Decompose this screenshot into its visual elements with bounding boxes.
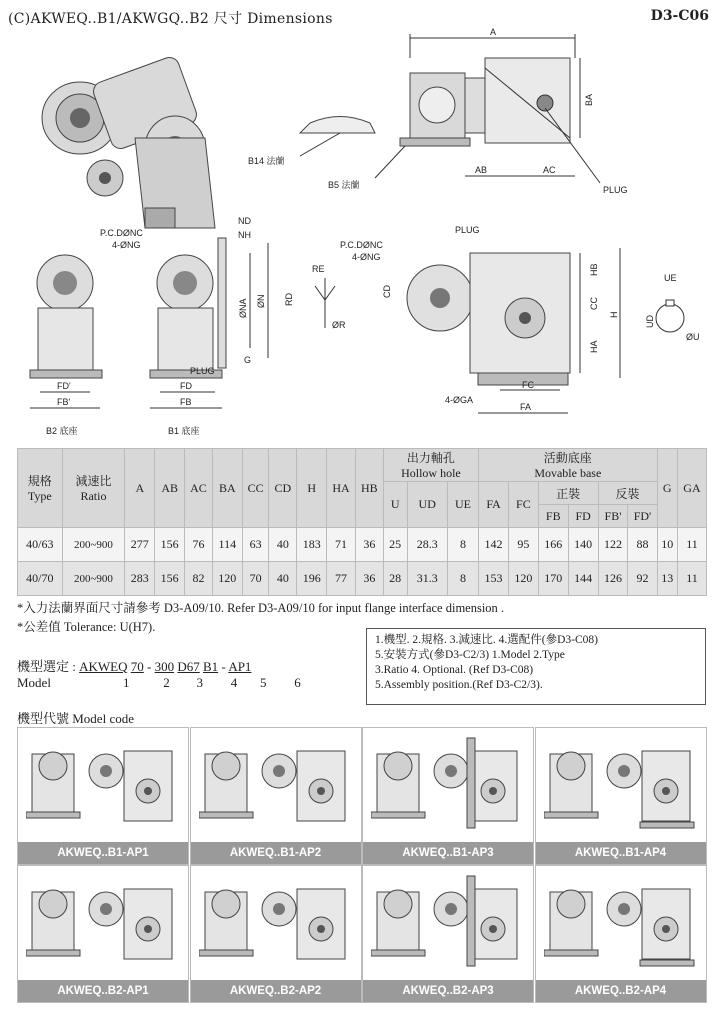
key-detail-drawing [284, 264, 346, 330]
label-hb: HB [589, 263, 599, 276]
label-fa: FA [520, 402, 532, 412]
sel-part-optional: D67 [177, 659, 200, 674]
label-ng-right: 4-ØNG [352, 252, 381, 262]
label-h: H [609, 311, 619, 318]
sel-part-type: 70 [130, 659, 144, 674]
model-gearbox-illustration [26, 736, 182, 840]
table-cell: 142 [479, 528, 509, 562]
model-code-label: AKWEQ..B2-AP1 [18, 980, 188, 1002]
label-ha: HA [589, 340, 599, 353]
col-ba: BA [212, 449, 242, 528]
label-n: ØN [256, 294, 266, 308]
model-code-label: AKWEQ..B1-AP3 [363, 842, 533, 864]
dimension-table [17, 448, 707, 596]
label-rd: RD [284, 293, 294, 306]
label-nd: ND [238, 216, 251, 226]
label-ac: AC [543, 165, 556, 175]
table-cell: 200~900 [62, 562, 125, 596]
table-cell: 92 [628, 562, 657, 596]
col-reverse-mount: 反裝 [598, 482, 657, 505]
table-cell: 11 [677, 562, 706, 596]
table-cell: 77 [327, 562, 356, 596]
label-plug-main: PLUG [455, 225, 480, 235]
table-body [18, 528, 707, 596]
table-cell: 170 [538, 562, 568, 596]
table-cell: 40/63 [18, 528, 63, 562]
side-view-b2 [30, 255, 102, 436]
model-gearbox-illustration [371, 736, 527, 840]
col-fa: FA [479, 482, 509, 528]
table-cell: 76 [185, 528, 213, 562]
table-cell: 120 [212, 562, 242, 596]
sel-pos-6: 6 [294, 675, 301, 690]
table-cell: 8 [447, 562, 478, 596]
table-cell: 70 [242, 562, 269, 596]
label-b1-base: B1 底座 [168, 426, 200, 436]
table-cell: 183 [297, 528, 327, 562]
note-tolerance: *公差值 Tolerance: U(H7). [17, 620, 156, 634]
label-b5: B5 法蘭 [328, 180, 360, 190]
front-view-drawing [248, 28, 628, 195]
model-code-item [190, 865, 362, 1003]
hollow-hole-detail [645, 273, 700, 342]
label-cd: CD [382, 285, 392, 298]
col-ue: UE [447, 482, 478, 528]
table-cell: 71 [327, 528, 356, 562]
gearbox-3d-render [42, 55, 215, 228]
table-cell: 88 [628, 528, 657, 562]
label-ab: AB [475, 165, 488, 175]
legend-line-3: 3.Ratio 4. Optional. (Ref D3-C08) [375, 664, 534, 676]
table-cell: 63 [242, 528, 269, 562]
model-gearbox-illustration [544, 736, 700, 840]
col-fb-prime: FB' [598, 505, 628, 528]
label-a: A [490, 28, 497, 37]
label-fb-prime: FB' [57, 397, 71, 407]
table-cell: 126 [598, 562, 628, 596]
model-gearbox-illustration [199, 874, 355, 978]
model-code-item [535, 865, 707, 1003]
model-code-item [535, 727, 707, 865]
model-code-label: AKWEQ..B2-AP3 [363, 980, 533, 1002]
label-ud: UD [645, 315, 655, 328]
label-fc: FC [522, 380, 534, 390]
legend-line-1: 1.機型. 2.規格. 3.減速比. 4.選配件(參D3-C08) [375, 634, 598, 646]
legend-line-2: 5.安裝方式(參D3-C2/3) 1.Model 2.Type [375, 649, 565, 661]
model-code-label: AKWEQ..B2-AP4 [536, 980, 706, 1002]
label-b2-base: B2 底座 [46, 426, 78, 436]
col-h: H [297, 449, 327, 528]
col-ratio: 減速比 Ratio [62, 449, 125, 528]
table-cell: 120 [508, 562, 538, 596]
model-code-label: AKWEQ..B1-AP4 [536, 842, 706, 864]
dimension-drawings [0, 28, 721, 448]
table-cell: 200~900 [62, 528, 125, 562]
model-gearbox-illustration [199, 736, 355, 840]
col-type: 規格 Type [18, 449, 63, 528]
col-fd: FD [568, 505, 598, 528]
model-code-title: 機型代號 Model code [17, 711, 134, 726]
label-r: ØR [332, 320, 346, 330]
table-cell: 156 [155, 528, 185, 562]
col-ud: UD [407, 482, 447, 528]
model-code-item [17, 727, 189, 865]
col-fc: FC [508, 482, 538, 528]
model-gearbox-illustration [371, 874, 527, 978]
model-code-item [190, 727, 362, 865]
table-cell: 156 [155, 562, 185, 596]
table-cell: 277 [125, 528, 155, 562]
table-cell: 144 [568, 562, 598, 596]
sel-pos-1: 1 [123, 675, 130, 690]
col-ac: AC [185, 449, 213, 528]
table-cell: 153 [479, 562, 509, 596]
table-cell: 196 [297, 562, 327, 596]
page-code: D3-C06 [650, 8, 709, 24]
col-cd: CD [269, 449, 297, 528]
table-cell: 36 [355, 562, 383, 596]
col-a: A [125, 449, 155, 528]
table-cell: 82 [185, 562, 213, 596]
main-front-view [340, 225, 620, 413]
col-movable-base: 活動底座 Movable base [479, 449, 657, 482]
side-view-b1 [100, 216, 268, 436]
table-cell: 95 [508, 528, 538, 562]
label-re: RE [312, 264, 325, 274]
sel-part-position: AP1 [228, 659, 252, 674]
note-input-flange: *入力法蘭界面尺寸請參考 D3-A09/10. Refer D3-A09/10 for input flange interface dimension . [17, 601, 505, 615]
col-ab: AB [155, 449, 185, 528]
table-cell: 13 [657, 562, 677, 596]
sel-pos-3: 3 [196, 675, 203, 690]
model-code-label: AKWEQ..B1-AP2 [191, 842, 361, 864]
table-cell: 122 [598, 528, 628, 562]
model-code-item [362, 865, 534, 1003]
col-fd-prime: FD' [628, 505, 657, 528]
label-plug-side: PLUG [190, 366, 215, 376]
table-cell: 36 [355, 528, 383, 562]
label-b14: B14 法蘭 [248, 156, 285, 166]
selection-label-cn: 機型選定 : [17, 659, 76, 674]
sel-dash-1: - [147, 659, 152, 674]
model-code-label: AKWEQ..B1-AP1 [18, 842, 188, 864]
sel-dash-2: - [221, 659, 226, 674]
col-ha: HA [327, 449, 356, 528]
table-cell: 40/70 [18, 562, 63, 596]
col-g: G [657, 449, 677, 528]
label-pcd-nc-left: P.C.DØNC [100, 228, 143, 238]
label-ue: UE [664, 273, 677, 283]
label-fb: FB [180, 397, 192, 407]
table-cell: 10 [657, 528, 677, 562]
model-code-item [362, 727, 534, 865]
label-u: ØU [686, 332, 700, 342]
table-cell: 8 [447, 528, 478, 562]
col-front-mount: 正裝 [538, 482, 598, 505]
col-fb: FB [538, 505, 568, 528]
label-ga: 4-ØGA [445, 395, 474, 405]
selection-label-en: Model [17, 675, 51, 690]
sel-pos-5: 5 [260, 675, 267, 690]
table-cell: 28 [383, 562, 407, 596]
sel-part-base: B1 [203, 659, 219, 674]
table-cell: 40 [269, 528, 297, 562]
model-gearbox-illustration [544, 874, 700, 978]
table-cell: 166 [538, 528, 568, 562]
table-cell: 283 [125, 562, 155, 596]
label-nh: NH [238, 230, 251, 240]
label-fd-prime: FD' [57, 381, 71, 391]
label-fd: FD [180, 381, 192, 391]
model-code-grid [17, 727, 707, 1003]
label-g: G [244, 355, 252, 365]
table-cell: 11 [677, 528, 706, 562]
sel-part-ratio: 300 [154, 659, 175, 674]
table-cell: 28.3 [407, 528, 447, 562]
sel-pos-2: 2 [163, 675, 170, 690]
model-selection [17, 656, 317, 691]
table-cell: 31.3 [407, 562, 447, 596]
model-code-item [17, 865, 189, 1003]
label-ba: BA [584, 93, 594, 106]
col-hollow-hole: 出力軸孔 Hollow hole [383, 449, 478, 482]
table-cell: 25 [383, 528, 407, 562]
label-cc: CC [589, 297, 599, 310]
table-row [18, 528, 707, 562]
legend-line-4: 5.Assembly position.(Ref D3-C2/3). [375, 679, 543, 691]
col-cc: CC [242, 449, 269, 528]
label-plug-top: PLUG [603, 185, 628, 195]
sel-pos-4: 4 [230, 675, 238, 690]
label-na: ØNA [238, 298, 248, 318]
sel-part-model: AKWEQ [79, 659, 128, 674]
label-ng-left: 4-ØNG [112, 240, 141, 250]
table-cell: 140 [568, 528, 598, 562]
model-gearbox-illustration [26, 874, 182, 978]
table-cell: 40 [269, 562, 297, 596]
col-hb: HB [355, 449, 383, 528]
option-legend-box [366, 628, 706, 705]
col-ga: GA [677, 449, 706, 528]
table-row [18, 562, 707, 596]
label-pcd-nc-right: P.C.DØNC [340, 240, 383, 250]
col-u: U [383, 482, 407, 528]
model-code-label: AKWEQ..B2-AP2 [191, 980, 361, 1002]
page-title: (C)AKWEQ..B1/AKWGQ..B2 尺寸 Dimensions [8, 11, 333, 27]
table-cell: 114 [212, 528, 242, 562]
